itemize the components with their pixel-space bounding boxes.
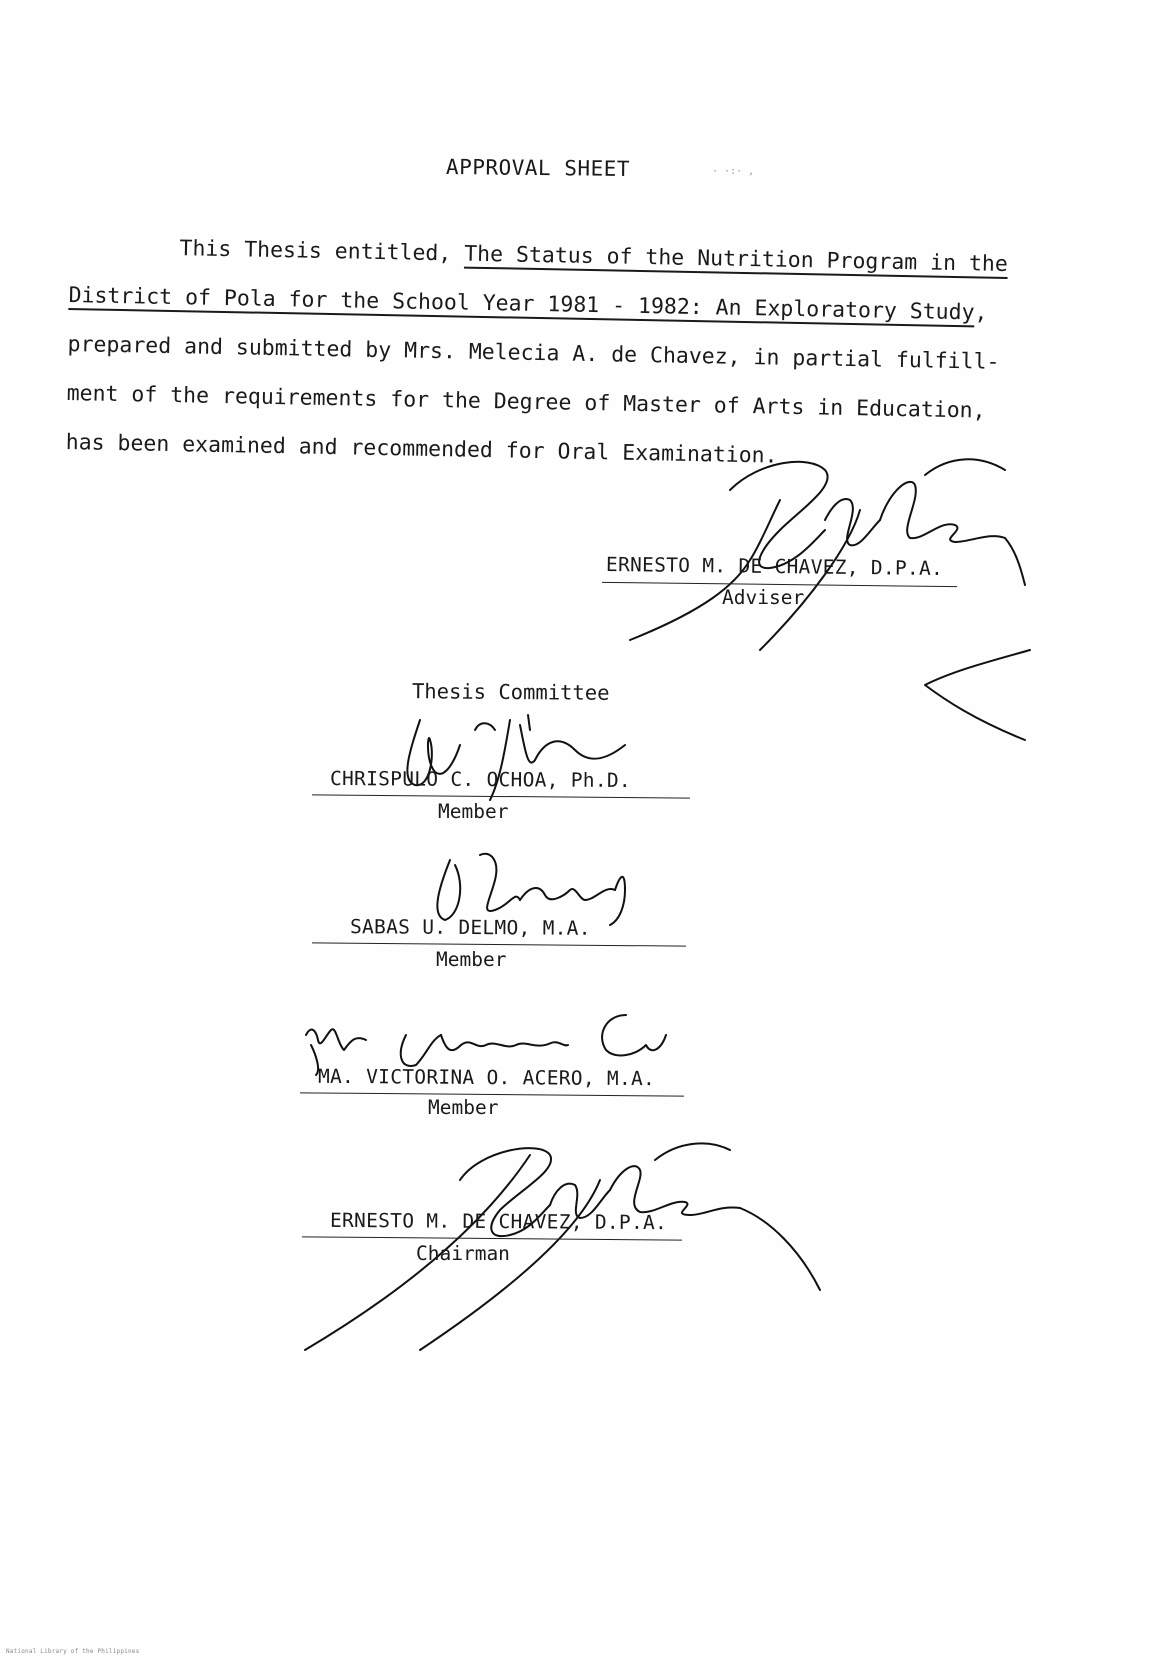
- paragraph-line-3: prepared and submitted by Mrs. Melecia A. de Chavez, in partial fulfill-: [67, 331, 1000, 375]
- paragraph-line-5: has been examined and recommended for Oral Examination.: [65, 429, 778, 469]
- adviser-role: Adviser: [722, 586, 805, 609]
- approval-paragraph: [65, 222, 1030, 485]
- thesis-title-part-1: The Status of the Nutrition Program in the: [463, 241, 1009, 278]
- page-title: APPROVAL SHEET: [445, 155, 631, 181]
- member-1-signature: [400, 700, 660, 810]
- chairman-name: ERNESTO M. DE CHAVEZ, D.P.A.: [329, 1208, 668, 1235]
- adviser-name: ERNESTO M. DE CHAVEZ, D.P.A.: [605, 552, 944, 581]
- member-2-name: SABAS U. DELMO, M.A.: [349, 915, 591, 940]
- member-2-role: Member: [436, 948, 507, 971]
- adviser-signature-tail: [915, 640, 1045, 760]
- committee-heading: Thesis Committee: [411, 679, 610, 705]
- scan-speck: · ·:· ,: [712, 166, 755, 177]
- member-1-name: CHRISPULO C. OCHOA, Ph.D.: [329, 766, 632, 793]
- member-1-role: Member: [438, 800, 509, 823]
- thesis-title-part-2: District of Pola for the School Year 1981 - 1982: An Exploratory Study: [68, 282, 975, 326]
- paragraph-line-4: ment of the requirements for the Degree of Master of Arts in Education,: [66, 380, 986, 424]
- footer-text: National Library of the Philippines: [6, 1648, 140, 1655]
- chairman-role: Chairman: [416, 1242, 510, 1265]
- paragraph-line-2-suffix: ,: [974, 300, 988, 326]
- member-3-role: Member: [428, 1096, 499, 1119]
- paragraph-line-1-prefix: This Thesis entitled,: [179, 236, 465, 267]
- chairman-signature: [300, 1120, 840, 1360]
- member-3-name: MA. VICTORINA O. ACERO, M.A.: [317, 1064, 656, 1091]
